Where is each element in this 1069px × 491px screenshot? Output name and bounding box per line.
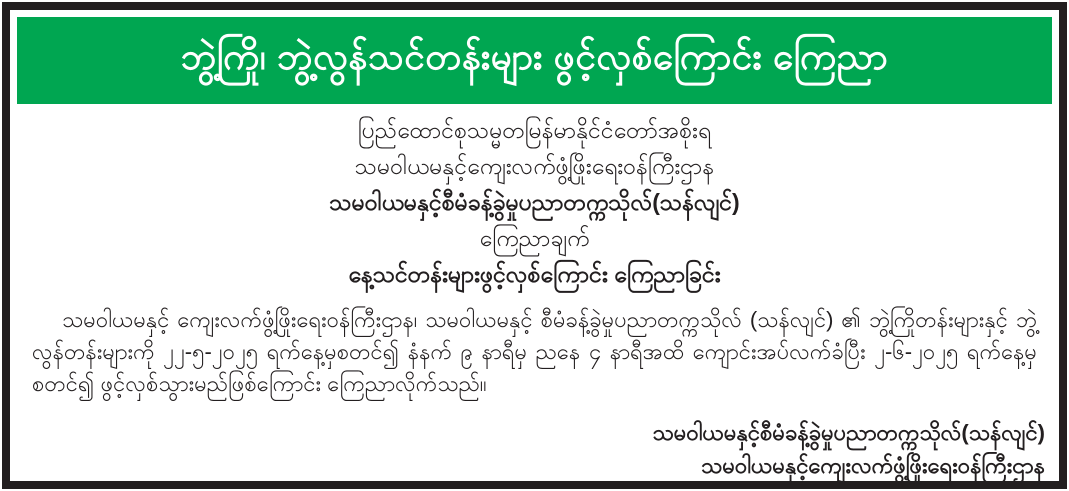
- government-name: ပြည်ထောင်စုသမ္မတမြန်မာနိုင်ငံတော်အစိုးရ: [357, 117, 712, 143]
- announcement-subject: နေ့သင်တန်းများဖွင့်လှစ်ကြောင်း ကြေညာခြင်း: [348, 261, 721, 287]
- signature-university: သမဝါယမနှင့်စီမံခန့်ခွဲမှုပညာတက္ကသိုလ်(သန်လျင်): [652, 420, 1045, 445]
- signature-ministry: သမဝါယမနှင့်ကျေးလက်ဖွံ့ဖြိုးရေးဝန်ကြီးဌာန: [701, 453, 1045, 478]
- page-border-frame: [2, 2, 1067, 489]
- university-name: သမဝါယမနှင့်စီမံခန့်ခွဲမှုပညာတက္ကသိုလ်(သန်လျင်): [329, 189, 740, 215]
- signature-block: [10, 416, 1045, 482]
- letterhead: [10, 112, 1059, 292]
- ministry-name: သမဝါယမနှင့်ကျေးလက်ဖွံ့ဖြိုးရေးဝန်ကြီးဌာန: [354, 153, 715, 179]
- announcement-label: ကြေညာချက်: [479, 225, 590, 251]
- title-banner: [17, 17, 1052, 104]
- page-title: ဘွဲ့ကြို၊ ဘွဲ့လွန်သင်တန်းများ ဖွင့်လှစ်ကြောင်း ကြေညာ: [180, 35, 889, 77]
- announcement-body-paragraph: သမဝါယမနှင့် ကျေးလက်ဖွံ့ဖြိုးရေးဝန်ကြီးဌာန၊ သမဝါယမနှင့် စီမံခန့်ခွဲမှုပညာတက္ကသိုလ် (သန်လျင်) ၏ ဘွဲ့ကြိုတန်းများနှင့် ဘွဲ့လွန်တန်းများကို ၂၂-၅-၂၀၂၅ ရက်နေ့မှစတင်၍ နံနက် ၉ နာရီမှ ညနေ ၄ နာရီအထိ ကျောင်းအပ်လက်ခံပြီး ၂-၆-၂၀၂၅ ရက်နေ့မှစတင်၍ ဖွင့်လှစ်သွားမည်ဖြစ်ကြောင်း ကြေညာလိုက်သည်။: [32, 307, 1037, 396]
